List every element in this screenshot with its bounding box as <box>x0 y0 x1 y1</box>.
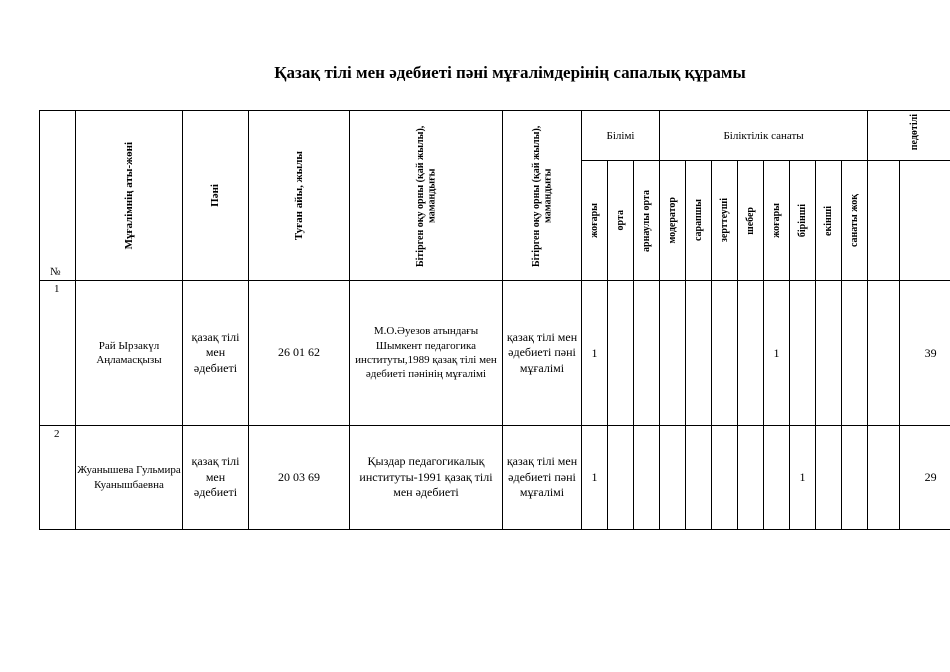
cat-master-cell <box>738 426 764 530</box>
cat-researcher-cell <box>712 281 738 426</box>
ped-blank-cell <box>868 426 900 530</box>
header-graduated-2: Бітірген оқу орны (қай жылы), мамандығы <box>503 111 582 281</box>
table-row <box>40 281 950 426</box>
header-education-group: Білімі <box>582 111 660 161</box>
cat-moderator-cell <box>660 281 686 426</box>
table-row <box>40 426 950 530</box>
teacher-graduated-2: қазақ тілі мен әдебиеті пәні мұғалімі <box>503 426 582 530</box>
edu-higher-cell: 1 <box>582 426 608 530</box>
row-number: 2 <box>40 426 76 530</box>
header-cat-none: санаты жоқ <box>842 161 868 281</box>
page-title: Қазақ тілі мен әдебиеті пәні мұғалімдерінің сапалық құрамы <box>274 63 746 82</box>
cat-second-cell <box>816 281 842 426</box>
cat-researcher-cell <box>712 426 738 530</box>
teacher-birth: 26 01 62 <box>249 281 350 426</box>
header-edu-secondary: орта <box>608 161 634 281</box>
edu-secondary-cell <box>608 426 634 530</box>
cat-higher-cell <box>764 426 790 530</box>
header-birth: Туған айы, жылы <box>249 111 350 281</box>
teachers-table <box>39 110 950 530</box>
teacher-subject: қазақ тілі мен әдебиеті <box>183 281 249 426</box>
edu-higher-cell: 1 <box>582 281 608 426</box>
header-cat-second: екінші <box>816 161 842 281</box>
cat-first-cell <box>790 281 816 426</box>
teacher-graduated-2: қазақ тілі мен әдебиеті пәні мұғалімі <box>503 281 582 426</box>
header-ped-experience: педөтілі <box>868 111 950 161</box>
header-cat-higher: жоғары <box>764 161 790 281</box>
teacher-birth: 20 03 69 <box>249 426 350 530</box>
header-number: № <box>40 111 76 281</box>
header-edu-special: арнаулы орта <box>634 161 660 281</box>
cat-expert-cell <box>686 426 712 530</box>
teacher-name: Жуанышева Гульмира Куанышбаевна <box>76 426 183 530</box>
header-edu-higher: жоғары <box>582 161 608 281</box>
cat-second-cell <box>816 426 842 530</box>
header-name: Мұғалімнің аты-жөні <box>76 111 183 281</box>
cat-higher-cell: 1 <box>764 281 790 426</box>
header-category-group: Біліктілік санаты <box>660 111 868 161</box>
cat-none-cell <box>842 281 868 426</box>
ped-experience-cell: 39 <box>900 281 950 426</box>
header-graduated-1: Бітірген оқу орны (қай жылы), мамандығы <box>350 111 503 281</box>
cat-none-cell <box>842 426 868 530</box>
header-cat-moderator: модератор <box>660 161 686 281</box>
header-cat-first: бірінші <box>790 161 816 281</box>
cat-master-cell <box>738 281 764 426</box>
header-cat-researcher: зерттеуші <box>712 161 738 281</box>
ped-experience-cell: 29 <box>900 426 950 530</box>
edu-special-cell <box>634 281 660 426</box>
cat-moderator-cell <box>660 426 686 530</box>
header-cat-master: шебер <box>738 161 764 281</box>
header-subject: Пәні <box>183 111 249 281</box>
cat-first-cell: 1 <box>790 426 816 530</box>
teacher-name: Рай Ырзакүл Аңламасқызы <box>76 281 183 426</box>
edu-special-cell <box>634 426 660 530</box>
row-number: 1 <box>40 281 76 426</box>
header-ped-blank <box>868 161 900 281</box>
cat-expert-cell <box>686 281 712 426</box>
edu-secondary-cell <box>608 281 634 426</box>
teacher-graduated-1: Қыздар педагогикалық институты-1991 қазақ тілі мен әдебиеті <box>350 426 503 530</box>
teacher-graduated-1: М.О.Әуезов атындағы Шымкент педагогика институты,1989 қазақ тілі мен әдебиеті пәнінің мұғалімі <box>350 281 503 426</box>
ped-blank-cell <box>868 281 900 426</box>
teacher-subject: қазақ тілі мен әдебиеті <box>183 426 249 530</box>
header-cat-expert: сарапшы <box>686 161 712 281</box>
